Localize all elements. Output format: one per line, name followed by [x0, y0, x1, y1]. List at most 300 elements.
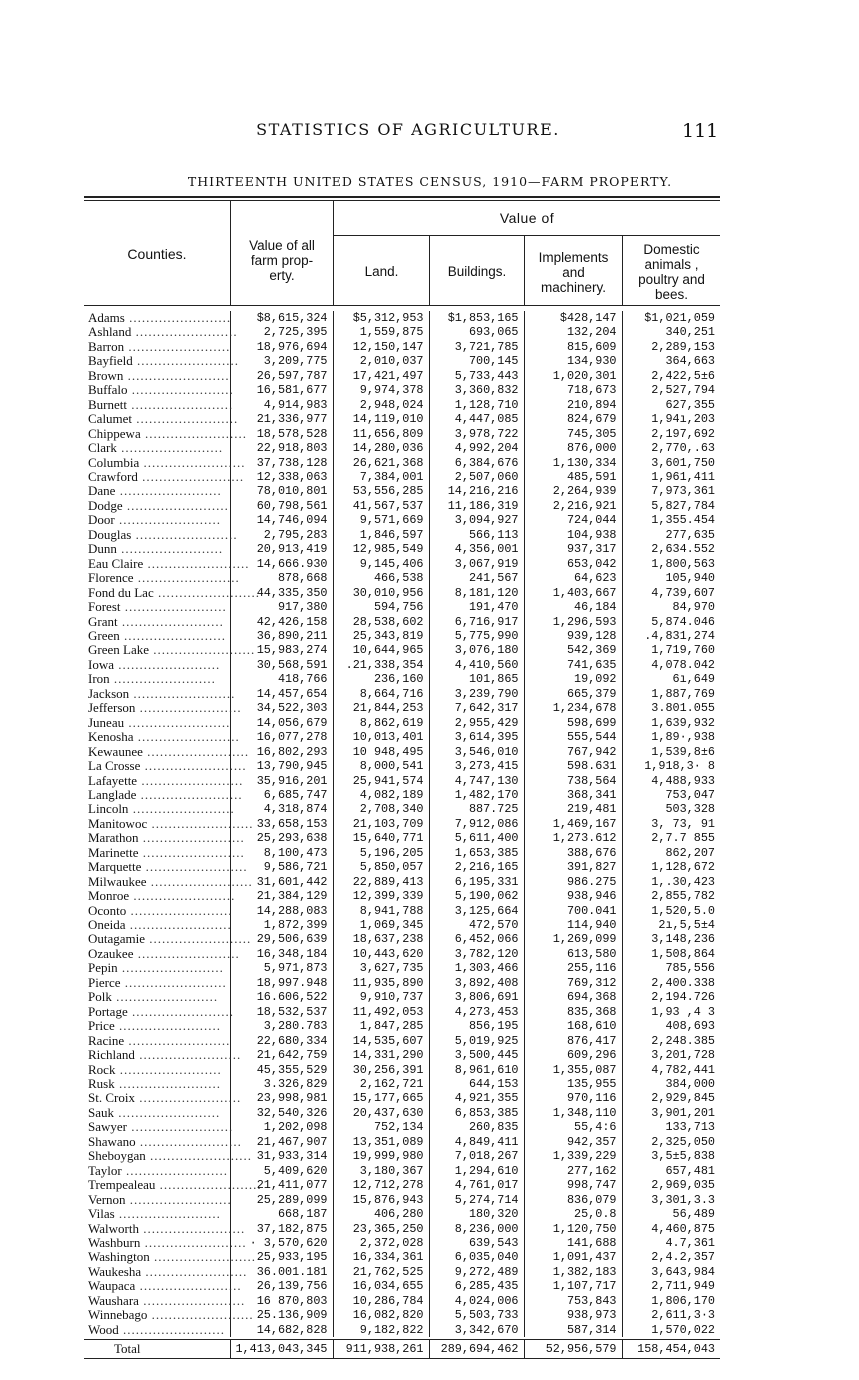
buildings-value: 6,384,676: [429, 456, 524, 470]
county-name: [84, 513, 230, 527]
value-all: 32,540,326: [230, 1106, 333, 1120]
table-row: [84, 1178, 720, 1192]
table-row: [84, 831, 720, 845]
buildings-value: 4,273,453: [429, 1005, 524, 1019]
county-label: Washington: [88, 1249, 150, 1265]
county-name: [84, 1164, 230, 1178]
implements-value: 255,116: [524, 961, 622, 975]
implements-value: 210,894: [524, 398, 622, 412]
value-all: 14,746,094: [230, 513, 333, 527]
buildings-value: 11,186,319: [429, 499, 524, 513]
animals-value: 2,929,845: [622, 1091, 720, 1105]
county-name: [84, 685, 236, 701]
buildings-value: 6,035,040: [429, 1250, 524, 1264]
header-land: Land.: [364, 264, 399, 279]
leader-dots: ........................: [120, 974, 227, 990]
land-value: 2,010,037: [333, 354, 429, 368]
value-all: 26,597,787: [230, 369, 333, 383]
animals-value: 2,422,5±6: [622, 369, 720, 383]
buildings-value: 5,503,733: [429, 1308, 524, 1322]
county-name: [84, 642, 256, 658]
table-row: [84, 961, 720, 975]
table-row: [84, 1207, 720, 1221]
header-counties: Counties.: [127, 246, 187, 262]
county-name: [84, 902, 233, 918]
value-all: 34,522,303: [230, 701, 333, 715]
county-name: [84, 324, 238, 340]
county-label: Trempealeau: [88, 1177, 156, 1193]
county-label: Waushara: [88, 1292, 139, 1308]
animals-value: 1,.30,423: [622, 875, 720, 889]
animals-value: 2,4.2,357: [622, 1250, 720, 1264]
county-name: [84, 961, 230, 975]
animals-value: 3,301,3.3: [622, 1193, 720, 1207]
implements-value: 741,635: [524, 658, 622, 672]
county-label: Iowa: [88, 656, 114, 672]
county-name: [84, 1119, 234, 1135]
farm-property-table: [84, 196, 720, 1359]
buildings-value: 4,761,017: [429, 1178, 524, 1192]
value-all: 18,578,528: [230, 427, 333, 441]
county-name: [84, 918, 230, 932]
animals-value: 785,556: [622, 961, 720, 975]
buildings-value: 1,303,466: [429, 961, 524, 975]
table-row: [84, 1077, 720, 1091]
buildings-value: 4,921,355: [429, 1091, 524, 1105]
implements-value: 598,699: [524, 716, 622, 730]
county-name: [84, 1003, 234, 1019]
leader-dots: ........................: [122, 497, 229, 513]
animals-value: 4,460,875: [622, 1222, 720, 1236]
county-label: Adams: [88, 310, 125, 325]
county-name: [84, 873, 253, 889]
table-row: [84, 745, 720, 759]
land-value: 10,286,784: [333, 1294, 429, 1308]
implements-value: 986.275: [524, 875, 622, 889]
animals-value: 2,197,692: [622, 427, 720, 441]
county-label: Door: [88, 512, 115, 528]
implements-value: 555,544: [524, 730, 622, 744]
total-implements: 52,956,579: [524, 1340, 622, 1358]
leader-dots: ........................: [133, 729, 240, 745]
leader-dots: ........................: [120, 599, 227, 615]
leader-dots: ........................: [138, 830, 245, 846]
table-row: [84, 325, 720, 339]
leader-dots: ........................: [109, 671, 216, 687]
land-value: 8,664,716: [333, 687, 429, 701]
buildings-value: 3,360,832: [429, 383, 524, 397]
table-row: [84, 412, 720, 426]
buildings-value: 5,274,714: [429, 1193, 524, 1207]
table-row: [84, 860, 720, 874]
value-all: 21,384,129: [230, 889, 333, 903]
value-all: 25,289,099: [230, 1193, 333, 1207]
animals-value: 4.7,361: [622, 1236, 720, 1250]
land-value: 15,640,771: [333, 831, 429, 845]
buildings-value: 6,285,435: [429, 1279, 524, 1293]
implements-value: 1,296,593: [524, 615, 622, 629]
county-label: Kewaunee: [88, 743, 143, 759]
county-name: [84, 830, 245, 846]
county-name: [84, 311, 230, 325]
animals-value: 1,961,411: [622, 470, 720, 484]
header-value-of: Value of: [499, 210, 555, 226]
leader-dots: ........................: [125, 1191, 232, 1207]
buildings-value: 101,865: [429, 672, 524, 686]
table-row: [84, 557, 720, 571]
animals-value: 5,827,784: [622, 499, 720, 513]
buildings-value: 4,356,001: [429, 542, 524, 556]
table-row: [84, 1164, 720, 1178]
county-label: Forest: [88, 599, 121, 615]
buildings-value: 7,642,317: [429, 701, 524, 715]
table-row: [84, 687, 720, 701]
buildings-value: 8,961,610: [429, 1063, 524, 1077]
implements-value: 613,580: [524, 947, 622, 961]
leader-dots: ........................: [140, 758, 247, 774]
implements-value: 1,348,110: [524, 1106, 622, 1120]
table-row: [84, 369, 720, 383]
implements-value: 277,162: [524, 1164, 622, 1178]
land-value: 2,372,028: [333, 1236, 429, 1250]
county-label: Kenosha: [88, 729, 134, 745]
county-name: [84, 990, 230, 1004]
implements-value: 694,368: [524, 990, 622, 1004]
leader-dots: ........................: [115, 1061, 222, 1077]
buildings-value: 4,992,204: [429, 441, 524, 455]
leader-dots: ........................: [124, 310, 232, 325]
implements-value: 1,091,437: [524, 1250, 622, 1264]
county-label: Waupaca: [88, 1278, 136, 1294]
value-all: 14,682,828: [230, 1323, 333, 1337]
buildings-value: 3,806,691: [429, 990, 524, 1004]
county-label: Buffalo: [88, 382, 128, 398]
leader-dots: ........................: [123, 367, 230, 383]
animals-value: 627,355: [622, 398, 720, 412]
page-number: 111: [682, 120, 719, 142]
implements-value: 1,234,678: [524, 701, 622, 715]
animals-value: 408,693: [622, 1019, 720, 1033]
leader-dots: ........................: [145, 1148, 253, 1164]
leader-dots: ........................: [146, 873, 253, 889]
buildings-value: 693,065: [429, 325, 524, 339]
land-value: 1,846,597: [333, 528, 429, 542]
implements-value: 1,107,717: [524, 1279, 622, 1293]
county-name: [84, 454, 246, 470]
buildings-value: 2,955,429: [429, 716, 524, 730]
leader-dots: ........................: [116, 440, 224, 456]
land-value: 5,850,057: [333, 860, 429, 874]
table-row: [84, 615, 720, 629]
county-name: [84, 931, 252, 947]
leader-dots: ........................: [138, 1292, 246, 1308]
value-all: $8,615,324: [230, 311, 333, 325]
animals-value: 2,400.338: [622, 976, 720, 990]
value-all: 878,668: [230, 571, 333, 585]
leader-dots: ........................: [149, 642, 256, 658]
county-name: [84, 615, 230, 629]
implements-value: 1,355,087: [524, 1063, 622, 1077]
value-all: 668,187: [230, 1207, 333, 1221]
value-all: 13,790,945: [230, 759, 333, 773]
county-label: Sawyer: [88, 1119, 127, 1135]
value-all: 5,409,620: [230, 1164, 333, 1178]
table-row: [84, 1265, 720, 1279]
land-value: 10 948,495: [333, 745, 429, 759]
land-value: 25,343,819: [333, 629, 429, 643]
county-label: Grant: [88, 613, 118, 629]
land-value: 11,935,890: [333, 976, 429, 990]
table-header: [84, 201, 720, 305]
buildings-value: 5,190,062: [429, 889, 524, 903]
county-label: Columbia: [88, 454, 140, 470]
animals-value: 4,739,607: [622, 586, 720, 600]
table-row: [84, 947, 720, 961]
implements-value: 368,341: [524, 788, 622, 802]
buildings-value: 1,294,610: [429, 1164, 524, 1178]
buildings-value: 6,853,385: [429, 1106, 524, 1120]
land-value: 8,862,619: [333, 716, 429, 730]
buildings-value: 3,614,395: [429, 730, 524, 744]
value-all: 6,685,747: [230, 788, 333, 802]
county-name: [84, 658, 230, 672]
table-row: [84, 354, 720, 368]
implements-value: 25,0.8: [524, 1207, 622, 1221]
implements-value: 1,403,667: [524, 586, 622, 600]
land-value: 25,941,574: [333, 774, 429, 788]
animals-value: 7,973,361: [622, 484, 720, 498]
animals-value: 3.801.055: [622, 701, 720, 715]
county-name: [84, 468, 245, 484]
county-name: [84, 716, 230, 730]
land-value: 18,637,238: [333, 932, 429, 946]
header-value-all: Value of all farm prop- erty.: [249, 238, 315, 283]
table-row: [84, 643, 720, 657]
animals-value: 4,782,441: [622, 1063, 720, 1077]
county-label: Fond du Lac: [88, 584, 154, 600]
table-row: [84, 904, 720, 918]
land-value: 406,280: [333, 1207, 429, 1221]
leader-dots: ........................: [153, 584, 260, 600]
table-row: [84, 1149, 720, 1163]
land-value: 26,621,368: [333, 456, 429, 470]
animals-value: 6ı,649: [622, 672, 720, 686]
leader-dots: ........................: [137, 772, 244, 788]
implements-value: 587,314: [524, 1323, 622, 1337]
leader-dots: ........................: [135, 1278, 242, 1294]
county-name: [84, 526, 238, 542]
table-row: [84, 788, 720, 802]
implements-value: 653,042: [524, 557, 622, 571]
animals-value: 1,128,672: [622, 860, 720, 874]
county-name: [84, 340, 230, 354]
animals-value: 3,201,728: [622, 1048, 720, 1062]
implements-value: 939,128: [524, 629, 622, 643]
buildings-value: 1,128,710: [429, 398, 524, 412]
animals-value: 2,855,782: [622, 889, 720, 903]
value-all: 37,738,128: [230, 456, 333, 470]
animals-value: 1,520,5.0: [622, 904, 720, 918]
implements-value: 132,204: [524, 325, 622, 339]
implements-value: 665,379: [524, 687, 622, 701]
table-row: [84, 600, 720, 614]
value-all: 1,872,399: [230, 918, 333, 932]
animals-value: 2,770,.63: [622, 441, 720, 455]
implements-value: 700.041: [524, 904, 622, 918]
land-value: 23,365,250: [333, 1222, 429, 1236]
county-label: Crawford: [88, 468, 138, 484]
leader-dots: ........................: [134, 1090, 242, 1106]
county-name: [84, 425, 247, 441]
buildings-value: 3,546,010: [429, 745, 524, 759]
animals-value: 277,635: [622, 528, 720, 542]
county-name: [84, 629, 230, 643]
buildings-value: 3,500,445: [429, 1048, 524, 1062]
table-row: [84, 1222, 720, 1236]
implements-value: 2,216,921: [524, 499, 622, 513]
leader-dots: ........................: [132, 353, 240, 369]
implements-value: 876,000: [524, 441, 622, 455]
land-value: 10,013,401: [333, 730, 429, 744]
county-name: [84, 786, 243, 802]
implements-value: 1,130,334: [524, 456, 622, 470]
table-row: [84, 672, 720, 686]
leader-dots: ........................: [114, 1206, 221, 1222]
land-value: 12,985,549: [333, 542, 429, 556]
table-row: [84, 1294, 720, 1308]
animals-value: .4,831,274: [622, 629, 720, 643]
land-value: 1,847,285: [333, 1019, 429, 1033]
implements-value: 942,357: [524, 1135, 622, 1149]
total-buildings: 289,694,462: [429, 1340, 524, 1358]
implements-value: 938,946: [524, 889, 622, 903]
animals-value: 3,643,984: [622, 1265, 720, 1279]
buildings-value: 3,094,927: [429, 513, 524, 527]
land-value: 16,334,361: [333, 1250, 429, 1264]
table-row: [84, 1250, 720, 1264]
animals-value: 1,93 ,4 3: [622, 1005, 720, 1019]
implements-value: 745,305: [524, 427, 622, 441]
animals-value: 2,289,153: [622, 340, 720, 354]
land-value: 9,974,378: [333, 383, 429, 397]
county-label: Marquette: [88, 859, 142, 875]
leader-dots: ........................: [124, 714, 231, 730]
leader-dots: ........................: [131, 526, 238, 542]
animals-value: 4,078.042: [622, 658, 720, 672]
land-value: 10,443,620: [333, 947, 429, 961]
leader-dots: ........................: [133, 570, 240, 586]
value-all: 16,802,293: [230, 745, 333, 759]
table-row: [84, 1135, 720, 1149]
county-label: St. Croix: [88, 1090, 135, 1106]
land-value: 53,556,285: [333, 484, 429, 498]
leader-dots: ........................: [132, 411, 239, 427]
animals-value: 364,663: [622, 354, 720, 368]
land-value: 2,948,024: [333, 398, 429, 412]
buildings-value: 887.725: [429, 802, 524, 816]
county-name: [84, 600, 230, 614]
animals-value: 84,970: [622, 600, 720, 614]
table-row: [84, 499, 720, 513]
buildings-value: 5,019,925: [429, 1034, 524, 1048]
county-name: [84, 1207, 230, 1221]
buildings-value: 1,482,170: [429, 788, 524, 802]
implements-value: 168,610: [524, 1019, 622, 1033]
leader-dots: ........................: [127, 382, 234, 398]
implements-value: 485,591: [524, 470, 622, 484]
county-name: [84, 1220, 246, 1236]
table-row: [84, 875, 720, 889]
leader-dots: ........................: [140, 1235, 247, 1250]
county-label: Marinette: [88, 844, 139, 860]
value-all: 29,506,639: [230, 932, 333, 946]
table-row: [84, 586, 720, 600]
leader-dots: ........................: [125, 917, 232, 933]
buildings-value: 1,653,385: [429, 846, 524, 860]
animals-value: 1,800,563: [622, 557, 720, 571]
buildings-value: 4,447,085: [429, 412, 524, 426]
animals-value: 2,325,050: [622, 1135, 720, 1149]
land-value: 1,559,875: [333, 325, 429, 339]
implements-value: 104,938: [524, 528, 622, 542]
leader-dots: ........................: [115, 483, 222, 499]
value-all: 22,918,803: [230, 441, 333, 455]
implements-value: 141,688: [524, 1236, 622, 1250]
table-row: [84, 542, 720, 556]
county-name: [84, 555, 250, 571]
value-all: 418,766: [230, 672, 333, 686]
page-title: STATISTICS OF AGRICULTURE.: [256, 120, 560, 139]
value-all: 16,348,184: [230, 947, 333, 961]
animals-value: 2,7.7 855: [622, 831, 720, 845]
implements-value: 19,092: [524, 672, 622, 686]
value-all: 1,202,098: [230, 1120, 333, 1134]
table-row: [84, 383, 720, 397]
leader-dots: ........................: [141, 859, 248, 875]
animals-value: 1,719,760: [622, 643, 720, 657]
leader-dots: ........................: [131, 324, 238, 340]
animals-value: 657,481: [622, 1164, 720, 1178]
county-name: [84, 1106, 230, 1120]
table-row: [84, 1308, 720, 1322]
table-row: [84, 1279, 720, 1293]
land-value: 8,941,788: [333, 904, 429, 918]
animals-value: 1,639,932: [622, 716, 720, 730]
table-row: [84, 1120, 720, 1134]
buildings-value: 5,611,400: [429, 831, 524, 845]
county-name: [84, 542, 230, 556]
implements-value: 134,930: [524, 354, 622, 368]
leader-dots: ........................: [119, 627, 227, 643]
buildings-value: 644,153: [429, 1077, 524, 1091]
county-name: [84, 1193, 230, 1207]
value-all: · 3,570,620: [230, 1236, 333, 1250]
leader-dots: ........................: [128, 801, 235, 817]
land-value: 11,492,053: [333, 1005, 429, 1019]
county-label: Green Lake: [88, 642, 149, 658]
county-name: [84, 1263, 248, 1279]
buildings-value: 7,912,086: [429, 817, 524, 831]
header-animals: Domestic animals , poultry and bees.: [638, 242, 705, 302]
county-name: [84, 396, 234, 412]
animals-value: 1,570,022: [622, 1323, 720, 1337]
county-label: Ashland: [88, 324, 132, 340]
county-label: Jefferson: [88, 700, 136, 716]
leader-dots: ........................: [142, 743, 250, 759]
land-value: 15,876,943: [333, 1193, 429, 1207]
value-all: 917,380: [230, 600, 333, 614]
leader-dots: ........................: [139, 454, 246, 470]
